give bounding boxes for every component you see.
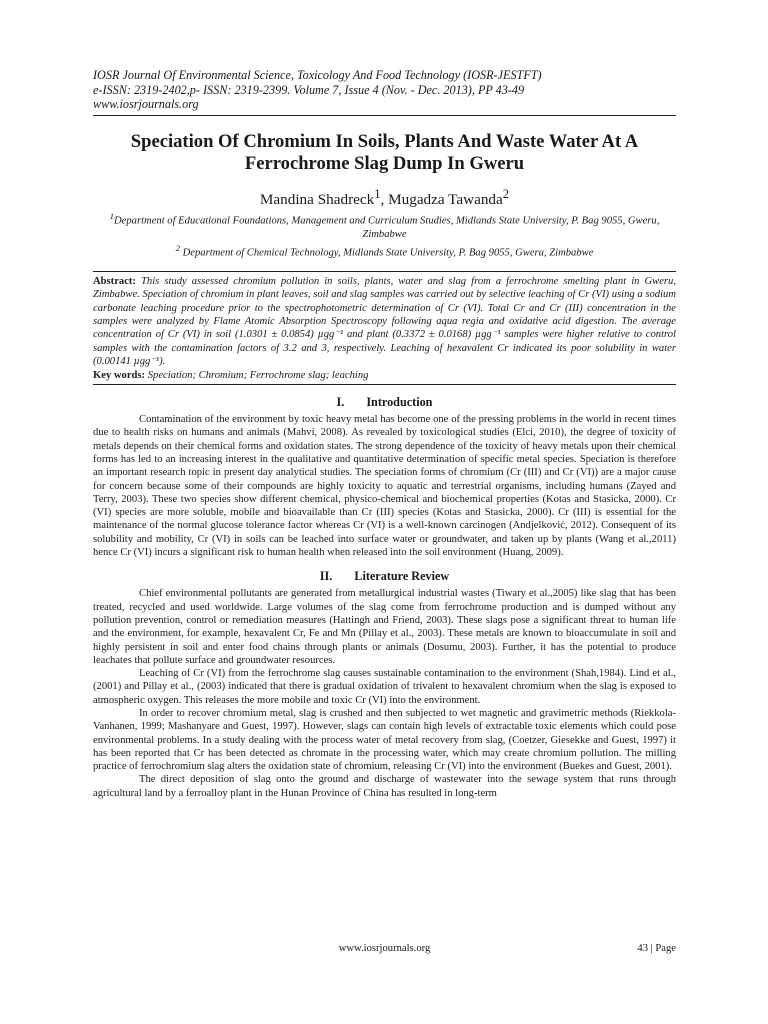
keywords-text: Speciation; Chromium; Ferrochrome slag; leaching <box>147 369 369 381</box>
affiliation-1-sup: 1 <box>109 210 115 221</box>
affiliation-1 <box>93 210 676 241</box>
literature-review-body <box>93 587 676 800</box>
introduction-body <box>93 413 676 559</box>
abstract-box <box>93 271 676 385</box>
abstract-text: This study assessed chromium pollution in soils, plants, water and slag from a ferrochrome smelting plant in Gweru, Zimbabwe. Speciation of chromium in plant leaves, soil and slag samples was carried out by selective leaching of Cr (VI) using a sodium carbonate leaching procedure prior to the spectrophotometric determination of Cr (VI). Total Cr and Cr (III) concentration in the samples were analyzed by Flame Atomic Absorption Spectroscopy following aqua regia and oxidative acid digestion. The average concentration of Cr (VI) in soil (1.0301 ± 0.0854) µgg⁻¹ and plant (0.3372 ± 0.0168) µgg⁻¹ samples were higher relative to control samples with the contamination factors of 3.2 and 3, respectively. Leaching of hexavalent Cr indicated its poor solubility in water (0.00141 µgg⁻¹). <box>93 275 676 368</box>
journal-issn: e-ISSN: 2319-2402,p- ISSN: 2319-2399. Volume 7, Issue 4 (Nov. - Dec. 2013), PP 43-49 <box>93 82 525 97</box>
paper-page <box>93 68 676 800</box>
author-1: Mandina Shadreck <box>259 190 375 208</box>
keywords-label: Key words: <box>93 369 146 381</box>
author-separator: , <box>380 190 389 208</box>
author-2: Mugadza Tawanda <box>388 190 503 208</box>
affiliation-1-text: Department of Educational Foundations, Management and Curriculum Studies, Midlands State University, P. Bag 9055, Gweru, Zimbabwe <box>114 215 660 240</box>
section-number: I. <box>336 395 345 410</box>
abstract <box>93 275 676 369</box>
journal-header <box>93 68 676 112</box>
section-title: Literature Review <box>354 569 450 584</box>
authors <box>93 185 676 209</box>
paragraph: Contamination of the environment by toxic heavy metal has become one of the pressing problems in the world in recent times due to health risks on humans and animals (Mahvi, 2008). As revealed by toxicological studies (Elci, 2010), the degree of toxicity of metals depends on their chemical forms and oxidation states. The strong dependence of the toxicity of heavy metals upon their chemical forms has led to an increasing interest in the qualitative and quantitative determination of specific metal species. Speciation is therefore an important research topic in present day analytical studies. The speciation forms of chromium (Cr (III) and Cr (VI)) are a major cause for concern because some of their compounds are highly toxicity to aquatic and terrestrial organisms, including humans (Zayed and Terry, 2003). These two species show different chemical, physico-chemical and biochemical properties (Kotas and Stasicka, 2000). Cr (VI) species are more soluble, mobile and bioavailable than Cr (III) species (Kotas and Stasicka, 2000). Cr (III) is essential for the maintenance of the normal glucose tolerance factor whereas Cr (VI) is a well-known carcinogen (Andjelković, 2012). Consequent of its solubility and mobility, Cr (VI) in soils can be leached into surface water or groundwater, and taken up by plants (Wang et al.,2011) hence Cr (VI) incurs a significant risk to human health when released into the soil environment (Huang, 2009). <box>93 414 676 559</box>
keywords <box>93 369 676 382</box>
abstract-label: Abstract: <box>93 275 136 287</box>
paper-title: Speciation Of Chromium In Soils, Plants And Waste Water At A Ferrochrome Slag Dump In Gweru <box>130 130 639 174</box>
paragraph: Chief environmental pollutants are generated from metallurgical industrial wastes (Tiwary et al.,2005) like slag that has been treated, recycled and used worldwide. Large volumes of the slag come from ferrochrome production and is dumped without any pollution prevention, control or remediation measures (Hattingh and Friend, 2003). These slags pose a significant threat to human life and the environment, for example, hexavalent Cr, Fe and Mn (Pillay et al., 2003). These metals are known to bioaccumulate in soil and highly persistent in soil and enter food chains through plants or animals (Dosumu, 2003). Further, it has the potential to produce leachates that pollute surface and groundwater resources. <box>93 588 676 666</box>
author-1-sup: 1 <box>374 186 381 201</box>
affiliation-2 <box>93 242 676 260</box>
section-heading-introduction <box>93 395 676 410</box>
page-number: 43 | Page <box>637 943 676 954</box>
paragraph: The direct deposition of slag onto the ground and discharge of wastewater into the sewage system that runs through agricultural land by a ferroalloy plant in the Hunan Province of China has resulted in long-term <box>93 774 676 799</box>
paragraph: Leaching of Cr (VI) from the ferrochrome slag causes sustainable contamination to the environment (Shah,1984). Lind et al., (2001) and Pillay et al., (2003) indicated that there is gradual oxidation of trivalent to hexavalent chromium when the slag is exposed to atmospheric oxygen. This releases the more mobile and toxic Cr (VI) into the environment. <box>93 668 676 706</box>
affiliation-2-sup: 2 <box>175 242 180 253</box>
paragraph: In order to recover chromium metal, slag is crushed and then subjected to wet magnetic and gravimetric methods (Riekkola-Vanhanen, 1999; Mashanyare and Guest, 1997). However, slags can contain high levels of extractable toxic elements which could pose environmental problems. In a study dealing with the process water of metal recovery from slag, (Coetzer, Giesekke and Guest, 1997) it has been reported that Cr has been detected as chromate in the processing water, which may create chromium pollution. The milling practice of ferrochromium slag alters the oxidation state of chromium, releasing Cr (VI) into the environment (Buekes and Guest, 2001). <box>93 707 676 773</box>
journal-url: www.iosrjournals.org <box>93 97 199 112</box>
footer-url: www.iosrjournals.org <box>338 943 431 954</box>
section-heading-literature-review <box>93 569 676 584</box>
affiliation-2-text: Department of Chemical Technology, Midlands State University, P. Bag 9055, Gweru, Zimbabwe <box>182 247 594 259</box>
journal-name: IOSR Journal Of Environmental Science, Toxicology And Food Technology (IOSR-JESTFT) <box>93 68 542 82</box>
section-number: II. <box>319 569 333 584</box>
author-2-sup: 2 <box>502 186 510 201</box>
section-title: Introduction <box>366 395 433 410</box>
header-rule <box>93 115 676 116</box>
